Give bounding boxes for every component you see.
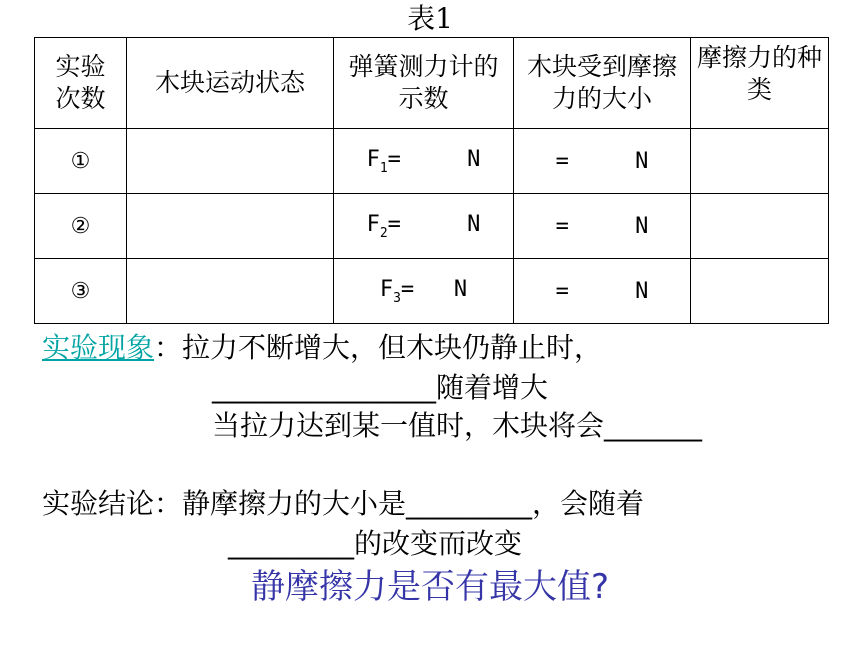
max-static-friction-question: 静摩擦力是否有最大值?: [250, 567, 610, 607]
spring-reading-cell: $F_1=$ N: [334, 129, 514, 194]
spring-reading-cell: $F_2=$ N: [334, 194, 514, 259]
phenomenon-line-1: [42, 330, 602, 366]
conclusion-line-2: _________的改变而改变: [228, 527, 523, 560]
friction-type-cell: [691, 259, 829, 324]
trial-number: ③: [35, 259, 127, 324]
table-row: [35, 194, 829, 259]
header-block-motion-state: 木块运动状态: [127, 38, 334, 129]
trial-number: ①: [35, 129, 127, 194]
phenomenon-line-3: 当拉力达到某一值时，木块将会_______: [212, 409, 703, 442]
table-header-row: [35, 38, 829, 129]
experiment-table: [34, 37, 829, 324]
friction-magnitude-cell: = N: [514, 129, 691, 194]
header-friction-type: 摩擦力的种类: [691, 38, 829, 129]
table-row: [35, 129, 829, 194]
motion-state-cell: [127, 194, 334, 259]
header-trial-number: 实验次数: [35, 38, 127, 129]
motion-state-cell: [127, 259, 334, 324]
friction-magnitude-cell: = N: [514, 194, 691, 259]
header-friction-magnitude: 木块受到摩擦力的大小: [514, 38, 691, 129]
conclusion-line-1: 实验结论：静摩擦力的大小是_________，会随着: [42, 487, 645, 520]
phenomenon-line-2: ________________随着增大: [212, 371, 549, 404]
friction-type-cell: [691, 194, 829, 259]
header-spring-scale-reading: 弹簧测力计的示数: [334, 38, 514, 129]
friction-magnitude-cell: = N: [514, 259, 691, 324]
table-row: [35, 259, 829, 324]
friction-type-cell: [691, 129, 829, 194]
trial-number: ②: [35, 194, 127, 259]
motion-state-cell: [127, 129, 334, 194]
spring-reading-cell: $F_3= N$: [334, 259, 514, 324]
phenomenon-text: ：拉力不断增大，但木块仍静止时，: [154, 331, 603, 364]
phenomenon-link[interactable]: 实验现象: [42, 331, 155, 364]
table-caption: 表1: [407, 2, 453, 35]
